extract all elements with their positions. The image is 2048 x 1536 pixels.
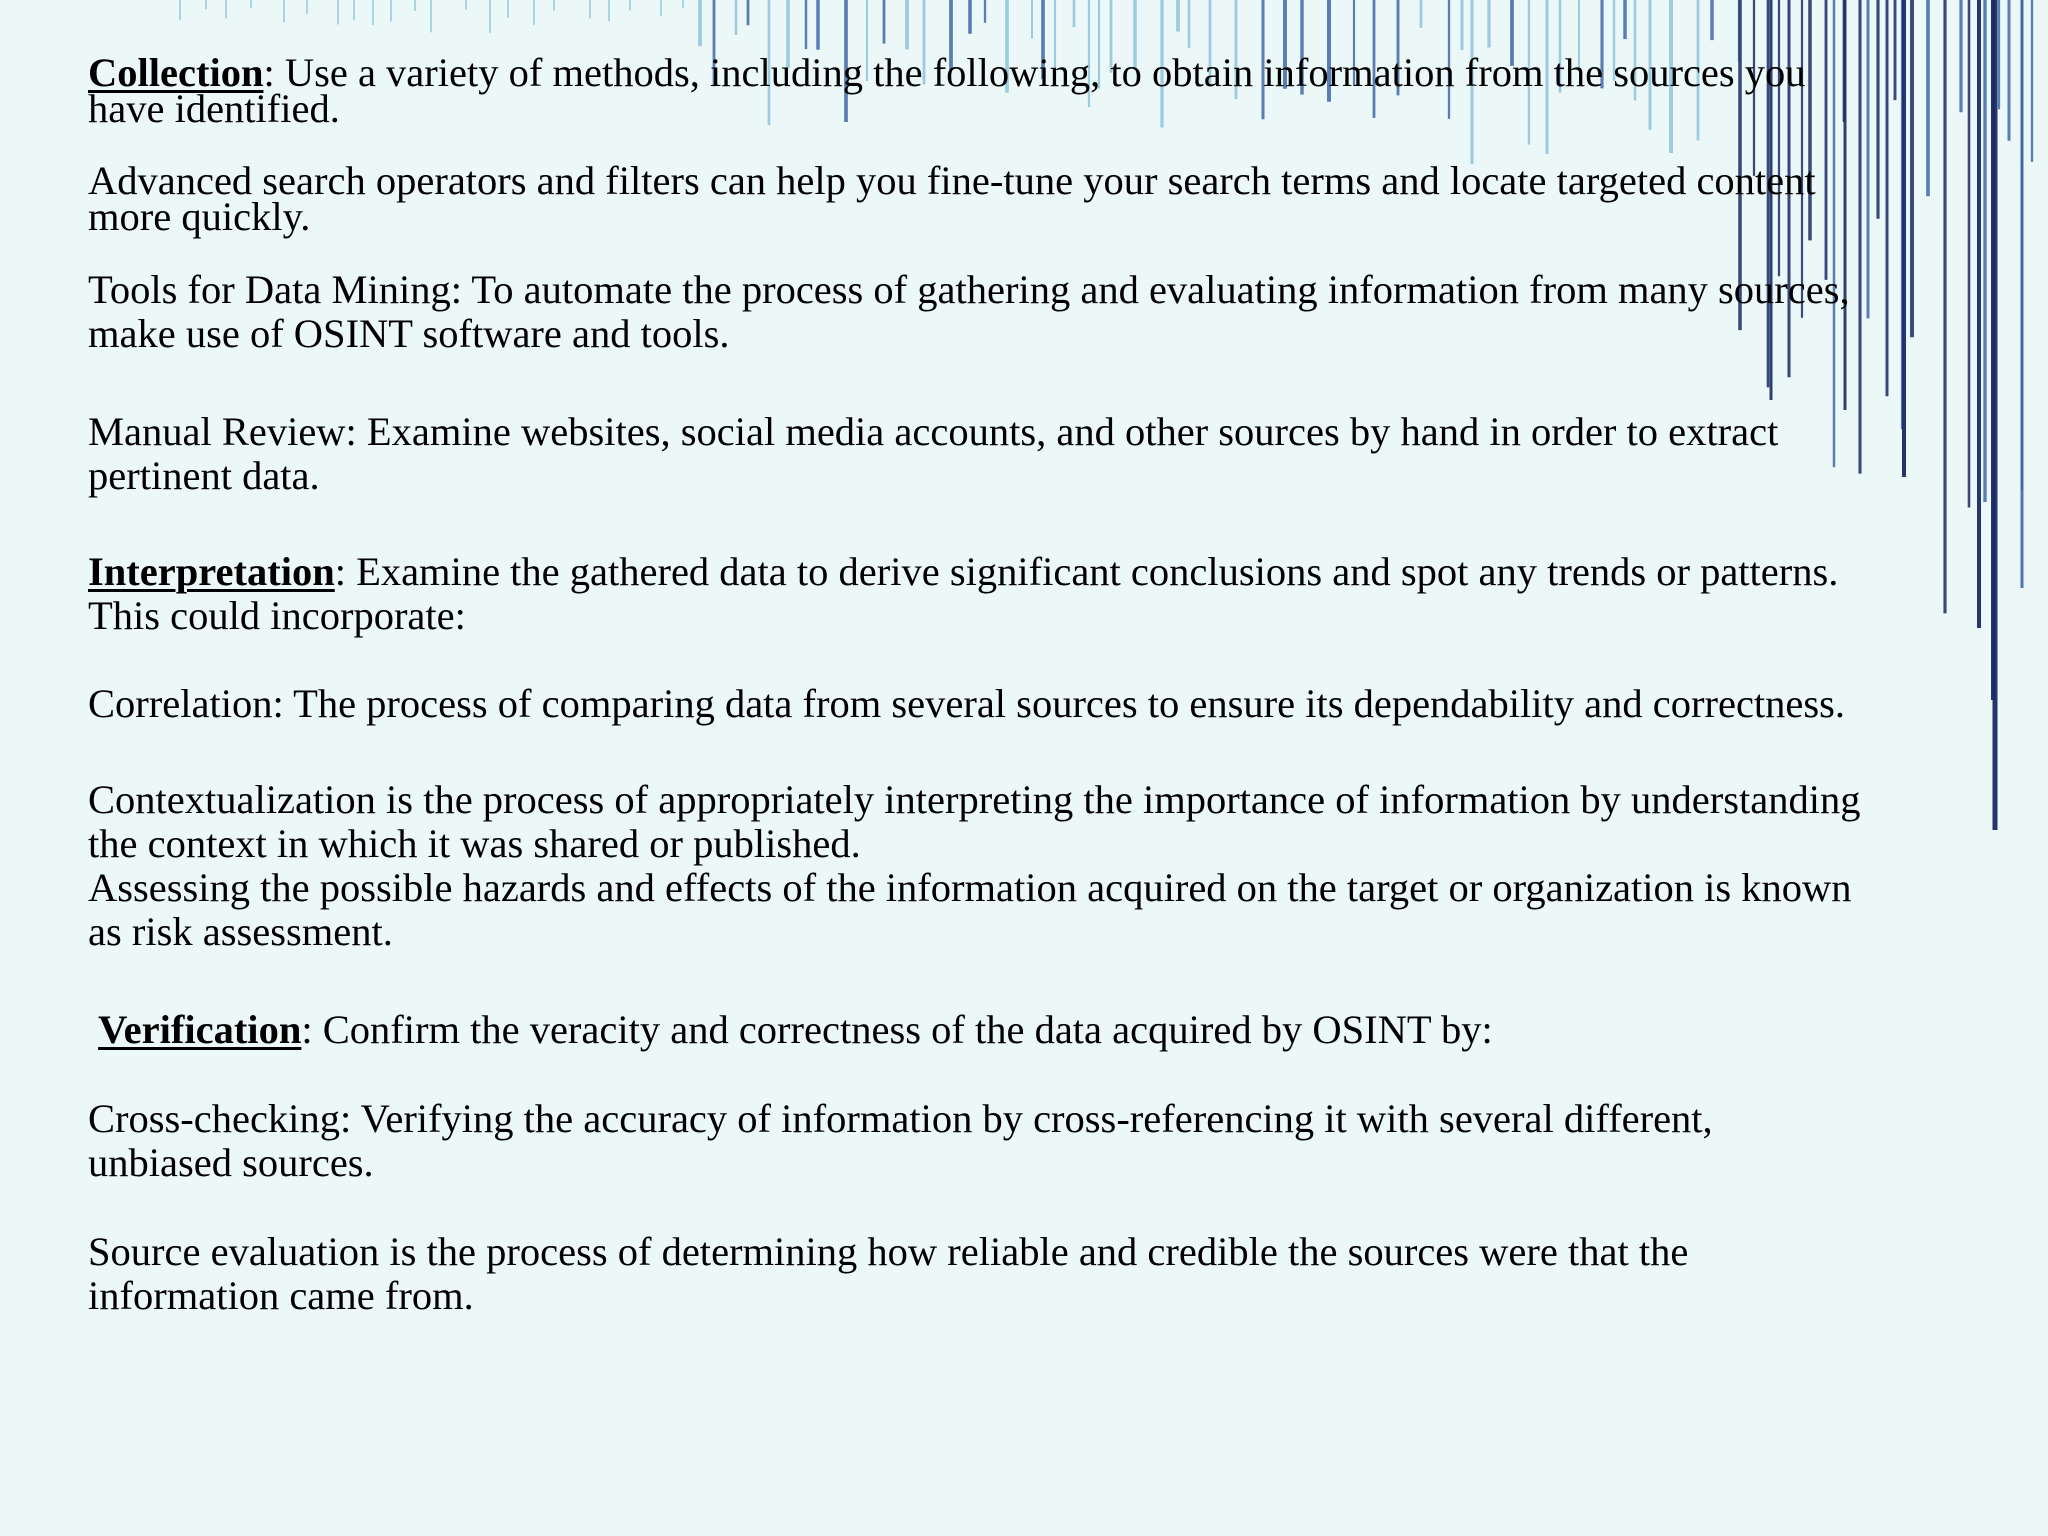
data-mining-line1: Tools for Data Mining: To automate the process of gathering and evaluating information from many sources, (88, 267, 1850, 312)
correlation-line1: Correlation: The process of comparing data from several sources to ensure its dependability and correctness. (88, 681, 1846, 726)
cross-checking-line2: unbiased sources. (88, 1140, 374, 1185)
verification-paragraph (88, 1008, 1988, 1052)
verification-text: : Confirm the veracity and correctness of the data acquired by OSINT by: (301, 1007, 1493, 1052)
collection-paragraph (88, 50, 1988, 131)
source-evaluation-line1: Source evaluation is the process of determining how reliable and credible the sources were that the (88, 1229, 1689, 1274)
manual-review-line1: Manual Review: Examine websites, social media accounts, and other sources by hand in order to extract (88, 409, 1779, 454)
collection-term: Collection (88, 50, 264, 95)
collection-text-line2: have identified. (88, 86, 340, 131)
manual-review-paragraph (88, 410, 1988, 498)
interpretation-term: Interpretation (88, 549, 335, 594)
collection-text: : Use a variety of methods, including the following, to obtain information from the sources you (263, 50, 1806, 95)
contextualization-line2: the context in which it was shared or published. (88, 821, 861, 866)
advanced-search-paragraph (88, 158, 1988, 239)
advanced-search-line1: Advanced search operators and filters can help you fine-tune your search terms and locate targeted content (88, 158, 1816, 203)
cross-checking-line1: Cross-checking: Verifying the accuracy of information by cross-referencing it with several different, (88, 1096, 1713, 1141)
correlation-paragraph (88, 682, 1988, 726)
interpretation-text: : Examine the gathered data to derive significant conclusions and spot any trends or patterns. (334, 549, 1839, 594)
risk-assessment-line2: as risk assessment. (88, 909, 393, 954)
data-mining-paragraph (88, 268, 1988, 356)
manual-review-line2: pertinent data. (88, 453, 320, 498)
source-evaluation-paragraph (88, 1230, 1988, 1318)
source-evaluation-line2: information came from. (88, 1273, 474, 1318)
data-mining-line2: make use of OSINT software and tools. (88, 311, 730, 356)
interpretation-text-line2: This could incorporate: (88, 593, 466, 638)
contextualization-paragraph (88, 778, 1988, 954)
risk-assessment-line1: Assessing the possible hazards and effects of the information acquired on the target or organization is known (88, 865, 1852, 910)
verification-term: Verification (98, 1007, 302, 1052)
interpretation-paragraph (88, 550, 1988, 638)
contextualization-line1: Contextualization is the process of appropriately interpreting the importance of information by understanding (88, 777, 1861, 822)
advanced-search-line2: more quickly. (88, 194, 311, 239)
cross-checking-paragraph (88, 1097, 1988, 1185)
